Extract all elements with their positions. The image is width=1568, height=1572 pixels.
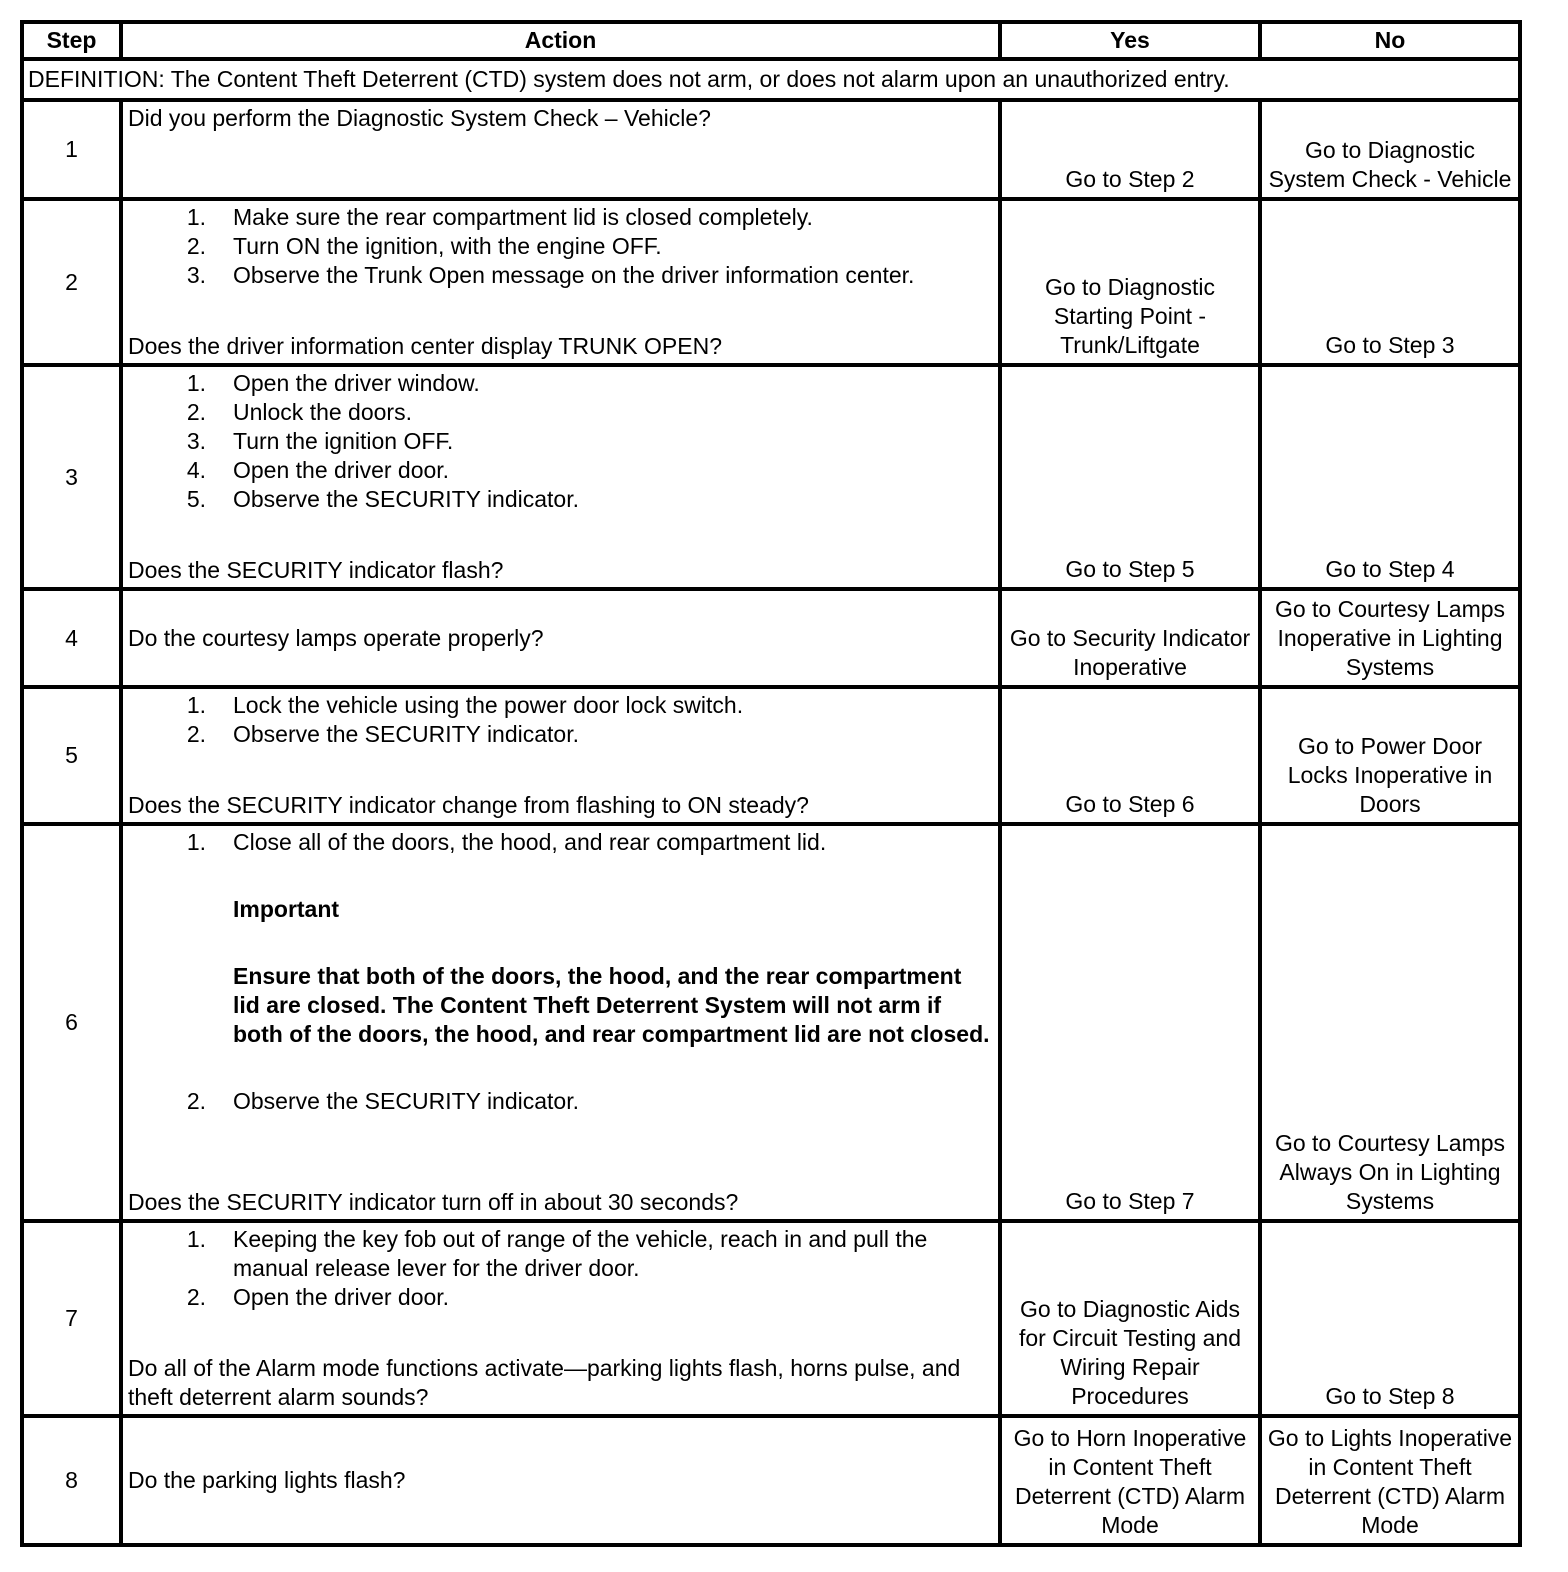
- action-step-item: [128, 398, 994, 427]
- step-item-text: Close all of the doors, the hood, and rear compartment lid.: [233, 829, 827, 855]
- action-step-item: [128, 1087, 994, 1116]
- step-item-number: 4.: [186, 457, 206, 483]
- action-cell: [121, 1416, 1000, 1545]
- step-item-text: Turn ON the ignition, with the engine OFF.: [233, 233, 662, 259]
- header-row: [22, 22, 1520, 59]
- step-number: 1: [22, 100, 121, 199]
- step-item-number: 3.: [186, 428, 206, 454]
- header-step: Step: [22, 22, 121, 59]
- action-step-item: [128, 369, 994, 398]
- step-row-2: [22, 199, 1520, 365]
- diagnostic-table: [20, 20, 1522, 1547]
- step-item-number: 2.: [186, 233, 206, 259]
- action-cell: [121, 365, 1000, 589]
- action-step-item: [128, 720, 994, 749]
- no-cell: Go to Diagnostic System Check - Vehicle: [1260, 100, 1520, 199]
- action-steps-list: [128, 828, 994, 857]
- yes-cell: Go to Horn Inoperative in Content Theft Deterrent (CTD) Alarm Mode: [1000, 1416, 1260, 1545]
- step-row-8: [22, 1416, 1520, 1545]
- action-question: Does the SECURITY indicator turn off in about 30 seconds?: [128, 1189, 739, 1215]
- yes-cell: Go to Step 6: [1000, 687, 1260, 824]
- step-item-number: 2.: [186, 399, 206, 425]
- action-step-item: [128, 691, 994, 720]
- action-steps-list: [128, 203, 994, 290]
- step-item-text: Open the driver window.: [233, 370, 480, 396]
- no-cell: Go to Lights Inoperative in Content Theft Deterrent (CTD) Alarm Mode: [1260, 1416, 1520, 1545]
- step-item-number: 2.: [186, 1088, 206, 1114]
- step-number: 2: [22, 199, 121, 365]
- action-cell: [121, 199, 1000, 365]
- action-question: Do all of the Alarm mode functions activate—parking lights flash, horns pulse, and theft deterrent alarm sounds?: [128, 1355, 961, 1410]
- no-cell: Go to Power Door Locks Inoperative in Doors: [1260, 687, 1520, 824]
- step-item-text: Open the driver door.: [233, 457, 450, 483]
- step-item-number: 2.: [186, 1284, 206, 1310]
- action-step-item: [128, 456, 994, 485]
- action-cell: [121, 687, 1000, 824]
- step-item-text: Observe the SECURITY indicator.: [233, 486, 579, 512]
- step-row-1: [22, 100, 1520, 199]
- important-text: Ensure that both of the doors, the hood, and the rear compartment lid are closed. The Content Theft Deterrent System will not arm if both of the doors, the hood, and rear compartment lid are not closed.: [233, 963, 990, 1047]
- step-row-3: [22, 365, 1520, 589]
- no-cell: Go to Step 3: [1260, 199, 1520, 365]
- step-item-number: 5.: [186, 486, 206, 512]
- action-question: Do the parking lights flash?: [128, 1467, 406, 1493]
- step-item-text: Keeping the key fob out of range of the vehicle, reach in and pull the manual release lever for the driver door.: [233, 1226, 928, 1281]
- step-item-number: 1.: [186, 204, 206, 230]
- step-item-text: Open the driver door.: [233, 1284, 450, 1310]
- step-item-number: 2.: [186, 721, 206, 747]
- action-step-item: [128, 261, 994, 290]
- action-question: Do the courtesy lamps operate properly?: [128, 624, 544, 651]
- step-number: 4: [22, 589, 121, 687]
- step-item-text: Observe the Trunk Open message on the driver information center.: [233, 262, 915, 288]
- action-steps-list: [128, 1087, 994, 1116]
- step-row-7: [22, 1221, 1520, 1416]
- action-step-item: [128, 828, 994, 857]
- no-cell: Go to Step 4: [1260, 365, 1520, 589]
- step-item-number: 1.: [186, 692, 206, 718]
- yes-cell: Go to Step 2: [1000, 100, 1260, 199]
- yes-cell: Go to Security Indicator Inoperative: [1000, 589, 1260, 687]
- step-item-text: Turn the ignition OFF.: [233, 428, 454, 454]
- step-row-4: [22, 589, 1520, 687]
- action-cell: [121, 589, 1000, 687]
- step-row-6: [22, 824, 1520, 1221]
- action-question: Does the driver information center display TRUNK OPEN?: [128, 333, 722, 359]
- action-step-item: [128, 203, 994, 232]
- step-number: 7: [22, 1221, 121, 1416]
- step-item-text: Observe the SECURITY indicator.: [233, 721, 579, 747]
- action-steps-list: [128, 369, 994, 514]
- action-step-item: [128, 427, 994, 456]
- step-row-5: [22, 687, 1520, 824]
- action-question: Does the SECURITY indicator flash?: [128, 557, 504, 583]
- header-yes: Yes: [1000, 22, 1260, 59]
- step-item-number: 3.: [186, 262, 206, 288]
- action-cell: [121, 100, 1000, 199]
- action-steps-list: [128, 691, 994, 749]
- diagnostic-table-container: [20, 20, 1522, 1547]
- action-cell: [121, 824, 1000, 1221]
- step-item-number: 1.: [186, 829, 206, 855]
- yes-cell: Go to Step 5: [1000, 365, 1260, 589]
- definition-row: [22, 59, 1520, 100]
- action-cell: [121, 1221, 1000, 1416]
- action-step-item: [128, 1283, 994, 1312]
- step-number: 3: [22, 365, 121, 589]
- header-no: No: [1260, 22, 1520, 59]
- step-number: 6: [22, 824, 121, 1221]
- no-cell: Go to Courtesy Lamps Always On in Lighting Systems: [1260, 824, 1520, 1221]
- important-title: Important: [233, 896, 340, 922]
- action-steps-list: [128, 1225, 994, 1312]
- no-cell: Go to Courtesy Lamps Inoperative in Lighting Systems: [1260, 589, 1520, 687]
- definition-text: DEFINITION: The Content Theft Deterrent (CTD) system does not arm, or does not alarm upon an unauthorized entry.: [22, 59, 1520, 100]
- header-action: Action: [121, 22, 1000, 59]
- important-note: [233, 895, 994, 1049]
- yes-cell: Go to Diagnostic Starting Point - Trunk/Liftgate: [1000, 199, 1260, 365]
- step-item-number: 1.: [186, 1226, 206, 1252]
- step-number: 8: [22, 1416, 121, 1545]
- step-item-number: 1.: [186, 370, 206, 396]
- yes-cell: Go to Step 7: [1000, 824, 1260, 1221]
- step-item-text: Observe the SECURITY indicator.: [233, 1088, 579, 1114]
- action-question: Does the SECURITY indicator change from flashing to ON steady?: [128, 792, 809, 818]
- action-question: Did you perform the Diagnostic System Check – Vehicle?: [128, 105, 711, 131]
- step-item-text: Make sure the rear compartment lid is closed completely.: [233, 204, 813, 230]
- step-item-text: Unlock the doors.: [233, 399, 412, 425]
- action-step-item: [128, 232, 994, 261]
- action-step-item: [128, 485, 994, 514]
- yes-cell: Go to Diagnostic Aids for Circuit Testing and Wiring Repair Procedures: [1000, 1221, 1260, 1416]
- step-item-text: Lock the vehicle using the power door lock switch.: [233, 692, 744, 718]
- action-step-item: [128, 1225, 994, 1283]
- no-cell: Go to Step 8: [1260, 1221, 1520, 1416]
- step-number: 5: [22, 687, 121, 824]
